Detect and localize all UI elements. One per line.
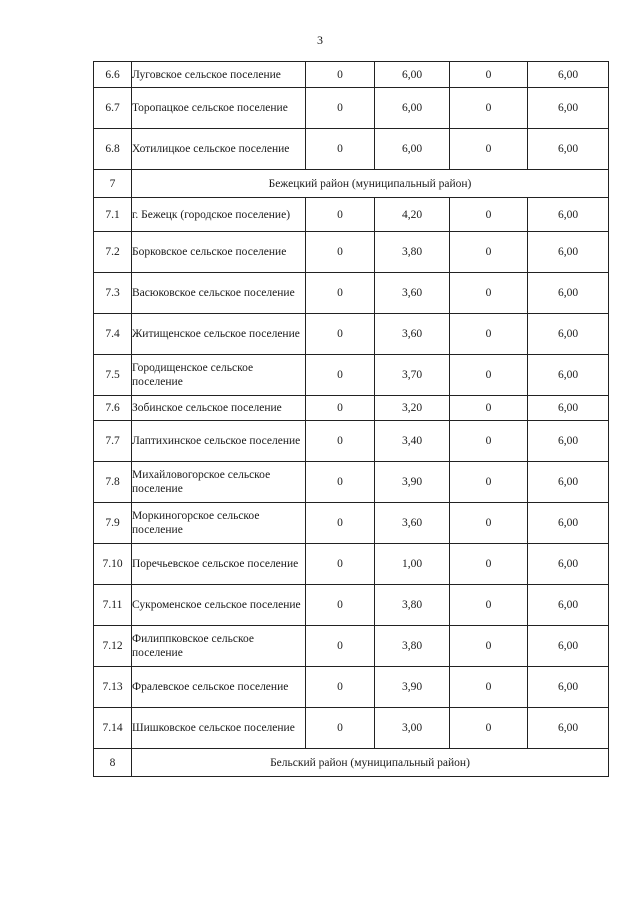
row-number: 7.11 <box>94 585 132 626</box>
settlement-name: Торопацкое сельское поселение <box>132 88 306 129</box>
value-cell: 3,40 <box>375 421 450 462</box>
row-number: 7.7 <box>94 421 132 462</box>
value-cell: 0 <box>450 708 528 749</box>
value-cell: 0 <box>306 62 375 88</box>
row-number: 7.2 <box>94 232 132 273</box>
value-cell: 0 <box>306 503 375 544</box>
table-row <box>94 708 609 749</box>
value-cell: 0 <box>306 667 375 708</box>
value-cell: 0 <box>450 421 528 462</box>
value-cell: 1,00 <box>375 544 450 585</box>
value-cell: 0 <box>450 585 528 626</box>
value-cell: 6,00 <box>528 198 609 232</box>
settlement-name: Луговское сельское поселение <box>132 62 306 88</box>
value-cell: 0 <box>306 421 375 462</box>
settlement-name: Поречьевское сельское поселение <box>132 544 306 585</box>
row-number: 7.8 <box>94 462 132 503</box>
table-row <box>94 62 609 88</box>
value-cell: 6,00 <box>375 129 450 170</box>
table-row <box>94 314 609 355</box>
value-cell: 6,00 <box>528 585 609 626</box>
table-row <box>94 198 609 232</box>
row-number: 7.9 <box>94 503 132 544</box>
value-cell: 6,00 <box>528 396 609 421</box>
value-cell: 6,00 <box>528 544 609 585</box>
table-row <box>94 129 609 170</box>
settlement-name: Борковское сельское поселение <box>132 232 306 273</box>
value-cell: 0 <box>306 708 375 749</box>
row-number: 7.10 <box>94 544 132 585</box>
table-row <box>94 585 609 626</box>
settlement-name: Шишковское сельское поселение <box>132 708 306 749</box>
value-cell: 0 <box>450 314 528 355</box>
value-cell: 0 <box>306 88 375 129</box>
value-cell: 3,90 <box>375 667 450 708</box>
value-cell: 0 <box>450 88 528 129</box>
district-number: 7 <box>94 170 132 198</box>
value-cell: 6,00 <box>375 62 450 88</box>
table-row <box>94 396 609 421</box>
value-cell: 3,80 <box>375 232 450 273</box>
value-cell: 6,00 <box>528 667 609 708</box>
settlement-name: Моркиногорское сельское поселение <box>132 503 306 544</box>
value-cell: 3,60 <box>375 314 450 355</box>
value-cell: 0 <box>306 198 375 232</box>
value-cell: 0 <box>306 396 375 421</box>
value-cell: 6,00 <box>528 503 609 544</box>
value-cell: 6,00 <box>528 462 609 503</box>
settlement-name: Городищенское сельское поселение <box>132 355 306 396</box>
value-cell: 0 <box>450 232 528 273</box>
district-name: Бельский район (муниципальный район) <box>132 749 609 777</box>
district-row <box>94 170 609 198</box>
value-cell: 0 <box>306 544 375 585</box>
value-cell: 3,20 <box>375 396 450 421</box>
value-cell: 3,80 <box>375 626 450 667</box>
value-cell: 0 <box>450 462 528 503</box>
value-cell: 6,00 <box>528 273 609 314</box>
table-row <box>94 421 609 462</box>
settlement-name: Фралевское сельское поселение <box>132 667 306 708</box>
row-number: 7.6 <box>94 396 132 421</box>
value-cell: 3,70 <box>375 355 450 396</box>
settlement-name: Лаптихинское сельское поселение <box>132 421 306 462</box>
table-row <box>94 626 609 667</box>
district-row <box>94 749 609 777</box>
table-row <box>94 88 609 129</box>
table-row <box>94 273 609 314</box>
value-cell: 0 <box>450 129 528 170</box>
value-cell: 4,20 <box>375 198 450 232</box>
row-number: 6.8 <box>94 129 132 170</box>
row-number: 7.12 <box>94 626 132 667</box>
value-cell: 6,00 <box>528 88 609 129</box>
value-cell: 6,00 <box>528 314 609 355</box>
district-number: 8 <box>94 749 132 777</box>
settlement-name: г. Бежецк (городское поселение) <box>132 198 306 232</box>
settlement-name: Сукроменское сельское поселение <box>132 585 306 626</box>
table-row <box>94 232 609 273</box>
value-cell: 0 <box>306 273 375 314</box>
value-cell: 0 <box>450 667 528 708</box>
page-number: 3 <box>317 33 323 47</box>
value-cell: 6,00 <box>528 708 609 749</box>
settlement-name: Зобинское сельское поселение <box>132 396 306 421</box>
settlement-name: Житищенское сельское поселение <box>132 314 306 355</box>
row-number: 7.14 <box>94 708 132 749</box>
value-cell: 0 <box>450 62 528 88</box>
value-cell: 6,00 <box>528 355 609 396</box>
settlement-name: Филиппковское сельское поселение <box>132 626 306 667</box>
table-row <box>94 355 609 396</box>
row-number: 7.4 <box>94 314 132 355</box>
table-row <box>94 544 609 585</box>
value-cell: 0 <box>306 129 375 170</box>
value-cell: 6,00 <box>528 62 609 88</box>
settlement-name: Михайловогорское сельское поселение <box>132 462 306 503</box>
value-cell: 3,60 <box>375 503 450 544</box>
value-cell: 6,00 <box>375 88 450 129</box>
value-cell: 0 <box>450 273 528 314</box>
value-cell: 6,00 <box>528 421 609 462</box>
value-cell: 6,00 <box>528 232 609 273</box>
value-cell: 6,00 <box>528 129 609 170</box>
value-cell: 0 <box>306 232 375 273</box>
row-number: 7.3 <box>94 273 132 314</box>
row-number: 7.5 <box>94 355 132 396</box>
value-cell: 0 <box>450 355 528 396</box>
value-cell: 0 <box>450 503 528 544</box>
value-cell: 3,00 <box>375 708 450 749</box>
table-row <box>94 503 609 544</box>
settlement-name: Васюковское сельское поселение <box>132 273 306 314</box>
value-cell: 0 <box>306 585 375 626</box>
value-cell: 0 <box>450 626 528 667</box>
value-cell: 0 <box>450 544 528 585</box>
row-number: 7.1 <box>94 198 132 232</box>
tariff-table <box>93 61 609 777</box>
value-cell: 0 <box>450 396 528 421</box>
row-number: 6.6 <box>94 62 132 88</box>
row-number: 6.7 <box>94 88 132 129</box>
row-number: 7.13 <box>94 667 132 708</box>
value-cell: 3,80 <box>375 585 450 626</box>
value-cell: 6,00 <box>528 626 609 667</box>
value-cell: 3,60 <box>375 273 450 314</box>
table-row <box>94 667 609 708</box>
table-row <box>94 462 609 503</box>
settlement-name: Хотилицкое сельское поселение <box>132 129 306 170</box>
value-cell: 0 <box>306 462 375 503</box>
value-cell: 0 <box>306 314 375 355</box>
district-name: Бежецкий район (муниципальный район) <box>132 170 609 198</box>
value-cell: 0 <box>306 626 375 667</box>
value-cell: 0 <box>306 355 375 396</box>
value-cell: 0 <box>450 198 528 232</box>
value-cell: 3,90 <box>375 462 450 503</box>
